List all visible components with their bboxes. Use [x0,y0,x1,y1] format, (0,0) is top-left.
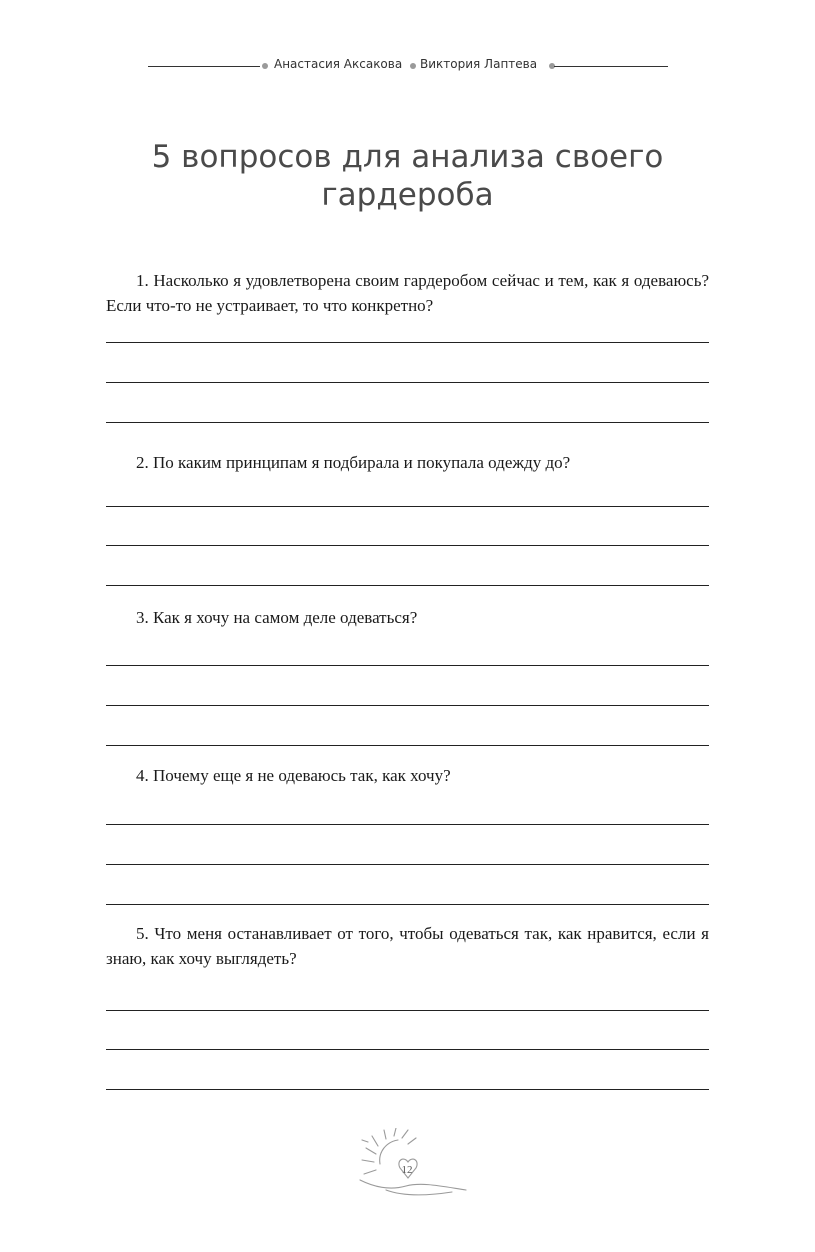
answer-line[interactable] [106,745,709,746]
header-dot-middle [410,63,416,69]
answer-line[interactable] [106,904,709,905]
answer-line[interactable] [106,665,709,666]
answer-line[interactable] [106,1089,709,1090]
answer-line[interactable] [106,585,709,586]
header-rule-right [554,66,668,67]
question-1: 1. Насколько я удовлетворена своим гардеробом сейчас и тем, как я одеваюсь? Если что-то не устраивает, то что конкретно? [106,271,709,315]
header-rule-left [148,66,260,67]
page-title-line-2: гардероба [321,177,494,213]
answer-line[interactable] [106,545,709,546]
answer-line[interactable] [106,1049,709,1050]
running-header [148,55,668,75]
page-title-line-1: 5 вопросов для анализа своего [151,139,664,175]
question-5: 5. Что меня останавливает от того, чтобы одеваться так, как нравится, если я знаю, как хочу выглядеть? [106,924,709,968]
question-3: 3. Как я хочу на самом деле одеваться? [136,608,418,627]
page-title [0,138,815,214]
answer-line[interactable] [106,1010,709,1011]
author-name-2: Виктория Лаптева [420,57,538,71]
answer-line[interactable] [106,422,709,423]
answer-line[interactable] [106,506,709,507]
answer-line[interactable] [106,824,709,825]
answer-line[interactable] [106,864,709,865]
question-4: 4. Почему еще я не одеваюсь так, как хочу? [136,766,451,785]
answer-line[interactable] [106,705,709,706]
header-dot-left [262,63,268,69]
page-number: 12 [401,1164,413,1176]
answer-line[interactable] [106,382,709,383]
question-2: 2. По каким принципам я подбирала и покупала одежду до? [136,453,571,472]
author-name-1: Анастасия Аксакова [274,57,403,71]
answer-line[interactable] [106,342,709,343]
